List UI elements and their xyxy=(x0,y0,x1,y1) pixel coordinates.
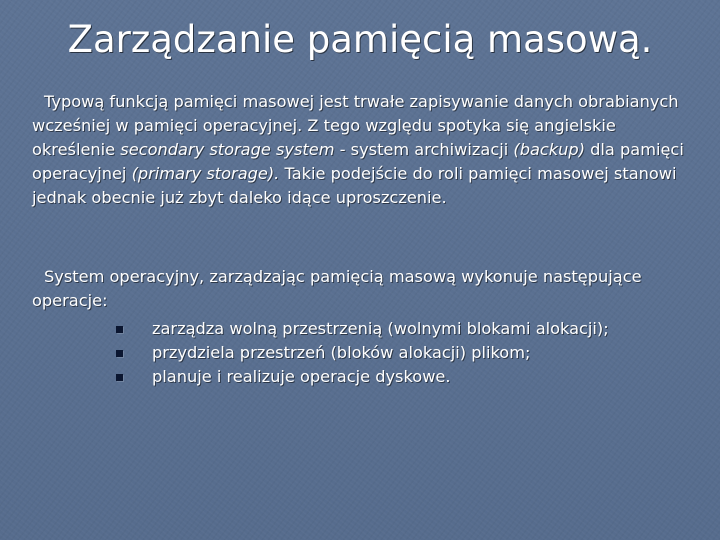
square-bullet-icon xyxy=(116,374,123,381)
intro-italic-backup: (backup) xyxy=(513,140,586,159)
intro-paragraph xyxy=(32,90,698,210)
list-item-text: planuje i realizuje operacje dyskowe. xyxy=(152,367,451,386)
square-bullet-icon xyxy=(116,350,123,357)
intro-text-part-3: dla pamięci operacyjnej xyxy=(32,140,684,183)
list-item xyxy=(116,365,676,389)
operations-list xyxy=(116,317,676,389)
intro-text-part-4: Takie podejście do roli pamięci masowej stanowi jednak obecnie już zbyt daleko idące uproszczenie. xyxy=(32,164,677,207)
list-item xyxy=(116,317,676,341)
slide-title: Zarządzanie pamięcią masową. xyxy=(67,18,653,61)
list-item-text: przydziela przestrzeń (bloków alokacji) plikom; xyxy=(152,343,531,362)
square-bullet-icon xyxy=(116,326,123,333)
intro-italic-primary-storage: (primary storage). xyxy=(131,164,280,183)
intro-italic-secondary-storage: secondary storage system - xyxy=(120,140,346,159)
operations-intro-paragraph xyxy=(32,265,698,313)
operations-intro-text: System operacyjny, zarządzając pamięcią masową wykonuje następujące operacje: xyxy=(32,267,642,310)
intro-text-part-2: system archiwizacji xyxy=(345,140,514,159)
list-item xyxy=(116,341,676,365)
intro-text-part-1: Typową funkcją pamięci masowej jest trwałe zapisywanie danych obrabianych wcześniej w pamięci operacyjnej. Z tego względu spotyka się angielskie określenie xyxy=(32,92,679,159)
list-item-text: zarządza wolną przestrzenią (wolnymi blokami alokacji); xyxy=(152,319,609,338)
